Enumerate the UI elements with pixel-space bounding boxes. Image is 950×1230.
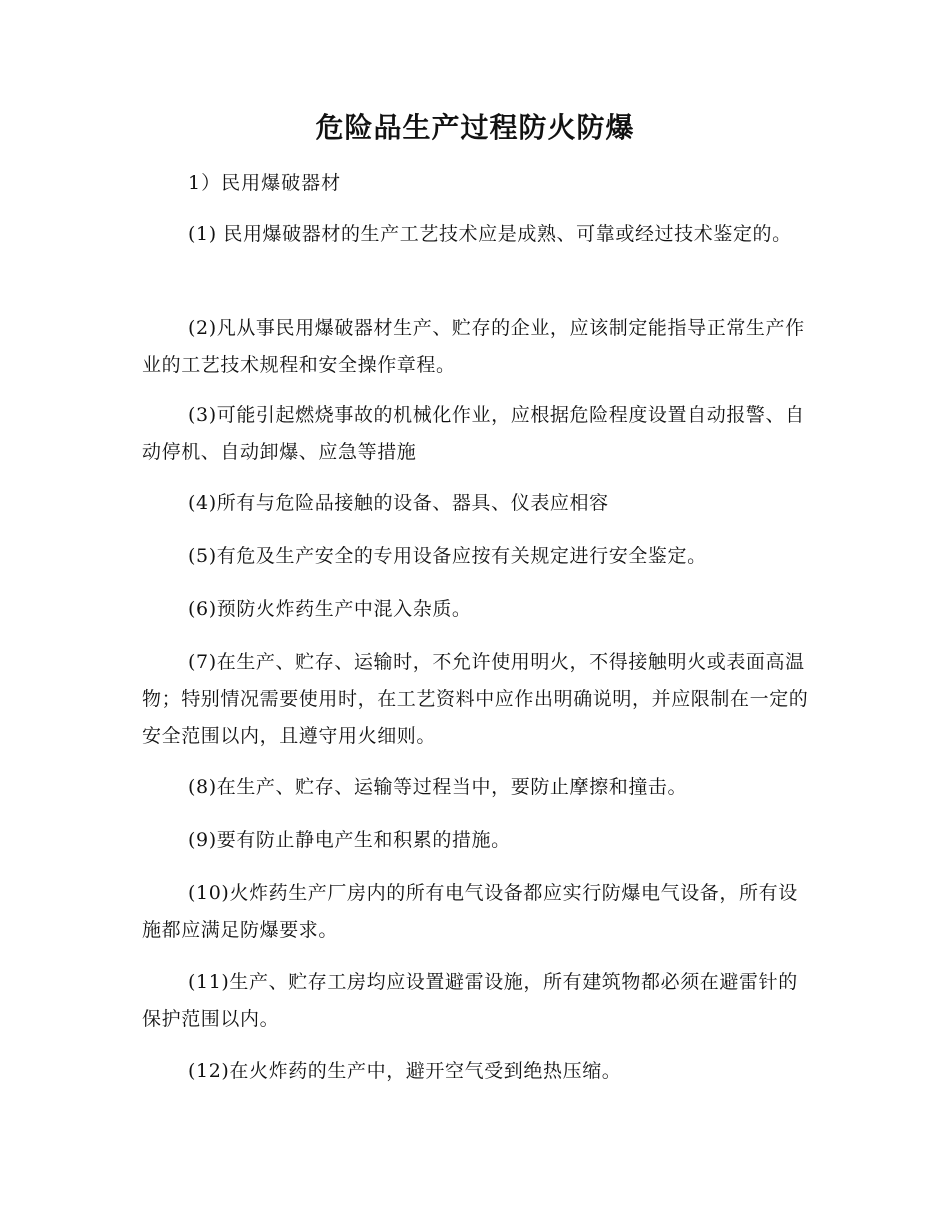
document-title: 危险品生产过程防火防爆 — [315, 111, 635, 144]
paragraph-1: (1) 民用爆破器材的生产工艺技术应是成熟、可靠或经过技术鉴定的。 — [188, 223, 792, 245]
paragraph-7: (7)在生产、贮存、运输时，不允许使用明火，不得接触明火或表面高温物；特别情况需要使用时，在工艺资料中应作出明确说明，并应限制在一定的安全范围以内，且遵守用火细则。 — [142, 651, 809, 747]
section-heading: 1）民用爆破器材 — [188, 172, 342, 194]
paragraph-3: (3)可能引起燃烧事故的机械化作业，应根据危险程度设置自动报警、自动停机、自动卸爆、应急等措施 — [142, 404, 805, 463]
paragraph-8: (8)在生产、贮存、运输等过程当中，要防止摩擦和撞击。 — [188, 776, 688, 798]
paragraph-12: (12)在火炸药的生产中，避开空气受到绝热压缩。 — [188, 1060, 622, 1082]
paragraph-5: (5)有危及生产安全的专用设备应按有关规定进行安全鉴定。 — [188, 545, 707, 567]
paragraph-9: (9)要有防止静电产生和积累的措施。 — [188, 829, 511, 851]
paragraph-11: (11)生产、贮存工房均应设置避雷设施，所有建筑物都必须在避雷针的保护范围以内。 — [142, 971, 798, 1030]
paragraph-6: (6)预防火炸药生产中混入杂质。 — [188, 598, 472, 620]
paragraph-10: (10)火炸药生产厂房内的所有电气设备都应实行防爆电气设备，所有设施都应满足防爆要求。 — [142, 882, 798, 941]
paragraph-4: (4)所有与危险品接触的设备、器具、仪表应相容 — [188, 492, 609, 514]
paragraph-2: (2)凡从事民用爆破器材生产、贮存的企业，应该制定能指导正常生产作业的工艺技术规程和安全操作章程。 — [142, 317, 805, 376]
